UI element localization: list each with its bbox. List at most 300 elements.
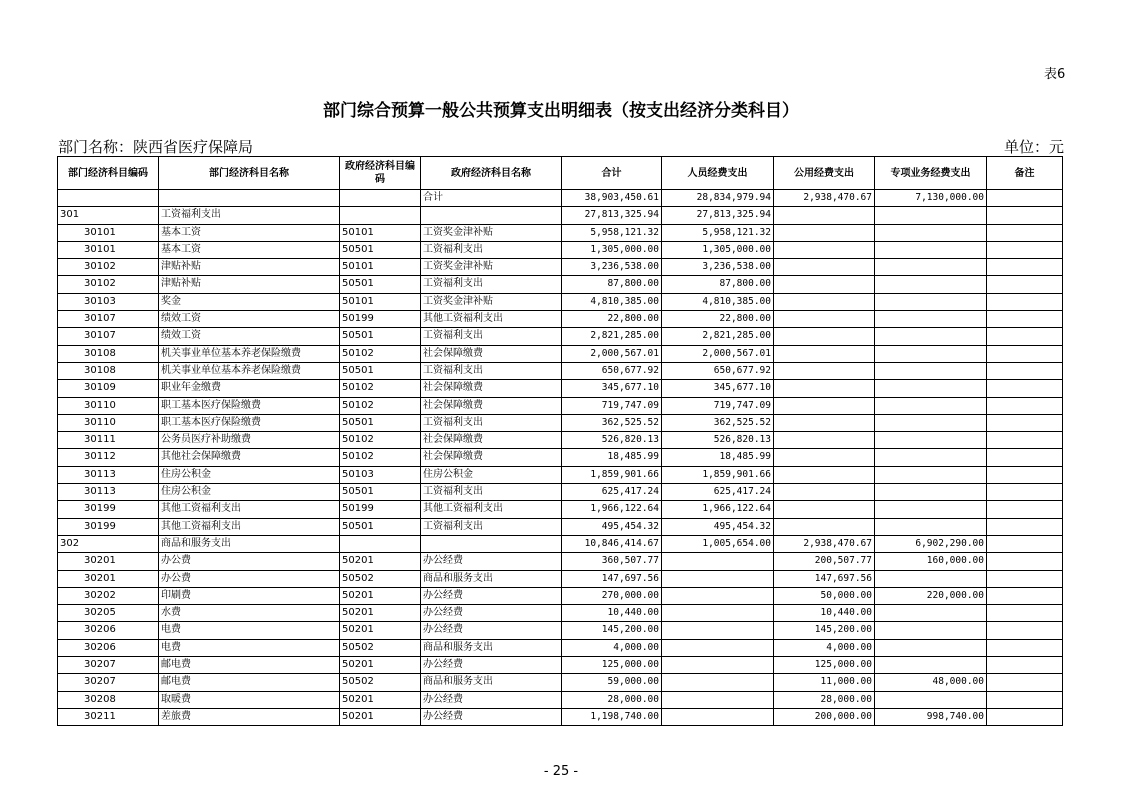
table-cell: 30107 [58,311,159,328]
table-cell [875,518,987,535]
table-cell: 3,236,538.00 [662,259,774,276]
table-cell: 商品和服务支出 [421,639,562,656]
table-cell: 邮电费 [159,674,340,691]
table-cell: 其他工资福利支出 [421,501,562,518]
table-cell [875,241,987,258]
table-cell: 3,236,538.00 [562,259,662,276]
table-row [58,518,1063,535]
table-cell [987,311,1063,328]
page-number: - 25 - [543,764,579,779]
table-cell: 362,525.52 [662,414,774,431]
table-cell: 绩效工资 [159,311,340,328]
table-cell: 30202 [58,587,159,604]
table-row [58,328,1063,345]
table-cell: 办公经费 [421,691,562,708]
table-cell [987,501,1063,518]
table-row [58,674,1063,691]
table-row [58,414,1063,431]
table-cell: 30109 [58,380,159,397]
table-cell: 50501 [340,241,421,258]
table-cell [987,708,1063,725]
table-cell [875,639,987,656]
table-cell [774,501,875,518]
table-cell: 50501 [340,276,421,293]
table-cell: 工资福利支出 [421,518,562,535]
table-cell [875,570,987,587]
table-cell: 合计 [421,190,562,207]
table-cell: 50502 [340,639,421,656]
table-cell [987,657,1063,674]
table-cell: 650,677.92 [662,362,774,379]
table-cell [987,570,1063,587]
table-cell: 18,485.99 [562,449,662,466]
table-row [58,639,1063,656]
table-cell: 526,820.13 [562,432,662,449]
table-cell: 125,000.00 [562,657,662,674]
table-cell: 办公经费 [421,605,562,622]
column-header: 政府经济科目编码 [340,157,421,190]
table-row [58,224,1063,241]
table-cell: 30108 [58,362,159,379]
table-cell [662,708,774,725]
table-cell: 6,902,290.00 [875,535,987,552]
table-cell: 50199 [340,501,421,518]
table-cell: 147,697.56 [774,570,875,587]
table-cell: 998,740.00 [875,708,987,725]
table-cell: 社会保障缴费 [421,397,562,414]
table-cell: 绩效工资 [159,328,340,345]
table-cell: 差旅费 [159,708,340,725]
table-cell: 50201 [340,691,421,708]
table-cell [875,259,987,276]
table-cell: 220,000.00 [875,587,987,604]
department-label: 部门名称：陕西省医疗保障局 [58,138,254,156]
table-cell: 1,005,654.00 [662,535,774,552]
table-cell: 50501 [340,484,421,501]
table-cell [875,397,987,414]
table-row [58,501,1063,518]
table-cell: 301 [58,207,159,224]
table-header-row [58,157,1063,190]
table-cell [774,311,875,328]
table-cell: 30207 [58,674,159,691]
table-row [58,466,1063,483]
table-cell [875,224,987,241]
table-cell: 10,846,414.67 [562,535,662,552]
budget-table [57,156,1063,726]
table-cell: 30110 [58,414,159,431]
table-cell: 商品和服务支出 [421,570,562,587]
table-cell: 625,417.24 [662,484,774,501]
table-cell: 30201 [58,553,159,570]
table-cell: 345,677.10 [662,380,774,397]
table-cell: 基本工资 [159,241,340,258]
table-cell: 职工基本医疗保险缴费 [159,397,340,414]
table-cell [774,449,875,466]
table-cell: 津贴补贴 [159,276,340,293]
table-cell: 1,305,000.00 [662,241,774,258]
table-cell: 50201 [340,605,421,622]
table-cell: 59,000.00 [562,674,662,691]
table-cell: 工资奖金津补贴 [421,224,562,241]
table-cell: 1,859,901.66 [662,466,774,483]
table-row [58,570,1063,587]
table-row [58,311,1063,328]
table-cell [875,501,987,518]
table-cell: 495,454.32 [562,518,662,535]
table-cell: 30211 [58,708,159,725]
table-cell: 22,800.00 [662,311,774,328]
table-cell [875,362,987,379]
table-cell: 50102 [340,449,421,466]
table-cell [875,345,987,362]
table-row [58,293,1063,310]
table-cell [987,414,1063,431]
table-cell: 1,966,122.64 [662,501,774,518]
table-cell [340,207,421,224]
table-cell [774,293,875,310]
table-cell [662,622,774,639]
table-cell: 7,130,000.00 [875,190,987,207]
table-cell: 其他工资福利支出 [159,518,340,535]
table-cell: 30113 [58,466,159,483]
table-cell: 30102 [58,259,159,276]
table-cell: 50501 [340,362,421,379]
table-cell [987,276,1063,293]
table-cell: 30101 [58,224,159,241]
table-cell [340,190,421,207]
table-cell: 30108 [58,345,159,362]
table-cell: 社会保障缴费 [421,345,562,362]
table-cell [987,397,1063,414]
table-cell: 工资福利支出 [159,207,340,224]
table-cell [421,535,562,552]
table-cell [340,535,421,552]
table-cell: 28,000.00 [562,691,662,708]
table-cell [875,691,987,708]
table-cell [987,345,1063,362]
table-cell: 10,440.00 [562,605,662,622]
table-row [58,362,1063,379]
table-cell: 18,485.99 [662,449,774,466]
table-cell [875,605,987,622]
table-cell: 基本工资 [159,224,340,241]
table-cell: 1,966,122.64 [562,501,662,518]
table-cell: 工资福利支出 [421,484,562,501]
table-cell: 办公经费 [421,708,562,725]
table-row [58,657,1063,674]
table-cell [987,259,1063,276]
table-cell [774,241,875,258]
table-cell [774,397,875,414]
table-cell: 电费 [159,622,340,639]
table-cell: 50502 [340,674,421,691]
table-cell: 2,000,567.01 [562,345,662,362]
table-cell [987,535,1063,552]
table-cell [774,259,875,276]
table-cell: 4,000.00 [562,639,662,656]
column-header: 合计 [562,157,662,190]
table-cell: 362,525.52 [562,414,662,431]
table-cell: 270,000.00 [562,587,662,604]
table-cell [662,674,774,691]
column-header: 专项业务经费支出 [875,157,987,190]
table-cell [421,207,562,224]
table-cell: 30103 [58,293,159,310]
table-cell: 职业年金缴费 [159,380,340,397]
table-cell: 87,800.00 [562,276,662,293]
table-cell [774,328,875,345]
table-row [58,259,1063,276]
table-cell [58,190,159,207]
table-cell: 30110 [58,397,159,414]
table-cell: 4,810,385.00 [562,293,662,310]
table-cell [875,466,987,483]
table-cell: 11,000.00 [774,674,875,691]
table-cell [987,639,1063,656]
table-cell [662,553,774,570]
column-header: 公用经费支出 [774,157,875,190]
table-cell: 87,800.00 [662,276,774,293]
table-cell: 50199 [340,311,421,328]
table-row [58,190,1063,207]
table-cell: 50101 [340,224,421,241]
table-row [58,345,1063,362]
table-cell [987,241,1063,258]
table-cell [875,311,987,328]
table-cell: 50,000.00 [774,587,875,604]
table-cell: 住房公积金 [421,466,562,483]
table-cell: 公务员医疗补助缴费 [159,432,340,449]
table-cell: 30107 [58,328,159,345]
table-cell: 2,821,285.00 [662,328,774,345]
table-cell: 625,417.24 [562,484,662,501]
table-cell [987,449,1063,466]
table-cell: 工资福利支出 [421,241,562,258]
table-cell: 1,305,000.00 [562,241,662,258]
table-cell: 30101 [58,241,159,258]
table-cell [987,553,1063,570]
table-cell [987,587,1063,604]
table-row [58,553,1063,570]
table-cell [875,622,987,639]
table-cell: 工资奖金津补贴 [421,293,562,310]
table-cell: 住房公积金 [159,466,340,483]
table-cell: 50201 [340,587,421,604]
table-cell [987,466,1063,483]
table-cell: 5,958,121.32 [662,224,774,241]
table-cell [875,293,987,310]
table-cell: 社会保障缴费 [421,380,562,397]
table-cell: 50501 [340,414,421,431]
table-cell [987,622,1063,639]
table-cell [987,674,1063,691]
table-cell: 办公费 [159,553,340,570]
table-row [58,276,1063,293]
table-cell: 奖金 [159,293,340,310]
table-cell: 719,747.09 [562,397,662,414]
table-cell [875,432,987,449]
table-cell [987,224,1063,241]
table-cell: 50102 [340,380,421,397]
table-cell: 50502 [340,570,421,587]
table-cell [875,276,987,293]
table-cell: 30199 [58,501,159,518]
table-cell [987,691,1063,708]
table-cell: 50101 [340,259,421,276]
table-cell: 145,200.00 [562,622,662,639]
table-cell: 印刷费 [159,587,340,604]
table-cell: 302 [58,535,159,552]
table-cell: 办公经费 [421,622,562,639]
table-row [58,605,1063,622]
table-cell [875,484,987,501]
table-cell [987,380,1063,397]
table-cell [774,345,875,362]
table-cell: 27,813,325.94 [662,207,774,224]
table-cell: 邮电费 [159,657,340,674]
table-cell [987,328,1063,345]
table-cell: 2,821,285.00 [562,328,662,345]
table-cell: 办公费 [159,570,340,587]
table-cell: 水费 [159,605,340,622]
table-cell: 30102 [58,276,159,293]
table-cell: 30206 [58,639,159,656]
table-cell [987,190,1063,207]
table-cell: 其他社会保障缴费 [159,449,340,466]
table-cell: 住房公积金 [159,484,340,501]
table-cell [987,484,1063,501]
table-cell: 50501 [340,518,421,535]
table-cell [159,190,340,207]
table-cell: 719,747.09 [662,397,774,414]
table-cell [774,518,875,535]
table-cell: 30205 [58,605,159,622]
table-row [58,207,1063,224]
table-cell [662,639,774,656]
table-cell: 办公经费 [421,553,562,570]
column-header: 部门经济科目名称 [159,157,340,190]
table-cell: 4,000.00 [774,639,875,656]
table-cell: 办公经费 [421,587,562,604]
column-header: 政府经济科目名称 [421,157,562,190]
table-cell [875,380,987,397]
table-row [58,691,1063,708]
table-cell: 495,454.32 [662,518,774,535]
table-row [58,449,1063,466]
table-cell [774,362,875,379]
table-cell: 125,000.00 [774,657,875,674]
table-cell: 5,958,121.32 [562,224,662,241]
table-cell: 2,938,470.67 [774,190,875,207]
table-cell: 1,859,901.66 [562,466,662,483]
table-cell: 526,820.13 [662,432,774,449]
table-cell: 工资福利支出 [421,328,562,345]
table-number: 表6 [1044,67,1066,82]
table-cell: 商品和服务支出 [421,674,562,691]
table-cell [987,362,1063,379]
table-cell [774,432,875,449]
table-row [58,587,1063,604]
table-row [58,432,1063,449]
table-cell: 145,200.00 [774,622,875,639]
table-cell [875,449,987,466]
table-cell: 30111 [58,432,159,449]
table-cell [774,414,875,431]
table-cell: 10,440.00 [774,605,875,622]
table-cell: 工资福利支出 [421,276,562,293]
table-cell: 28,000.00 [774,691,875,708]
table-cell [875,207,987,224]
table-cell: 职工基本医疗保险缴费 [159,414,340,431]
table-cell: 1,198,740.00 [562,708,662,725]
table-cell: 30208 [58,691,159,708]
table-cell: 30206 [58,622,159,639]
table-cell: 机关事业单位基本养老保险缴费 [159,345,340,362]
table-cell: 48,000.00 [875,674,987,691]
table-cell: 50102 [340,397,421,414]
table-cell: 200,507.77 [774,553,875,570]
table-cell [662,605,774,622]
table-cell: 2,938,470.67 [774,535,875,552]
table-cell: 30113 [58,484,159,501]
table-cell: 办公经费 [421,657,562,674]
table-cell [774,484,875,501]
table-cell: 工资福利支出 [421,414,562,431]
table-cell [875,657,987,674]
table-cell: 50201 [340,657,421,674]
table-cell: 22,800.00 [562,311,662,328]
table-cell [774,224,875,241]
table-cell [875,414,987,431]
table-cell: 电费 [159,639,340,656]
table-cell: 147,697.56 [562,570,662,587]
table-cell: 27,813,325.94 [562,207,662,224]
column-header: 人员经费支出 [662,157,774,190]
table-row [58,397,1063,414]
table-cell: 30207 [58,657,159,674]
table-cell: 工资福利支出 [421,362,562,379]
table-cell: 50101 [340,293,421,310]
table-cell: 50501 [340,328,421,345]
table-row [58,241,1063,258]
table-row [58,622,1063,639]
table-cell: 其他工资福利支出 [421,311,562,328]
table-cell: 工资奖金津补贴 [421,259,562,276]
table-cell: 50201 [340,553,421,570]
table-row [58,535,1063,552]
table-cell: 津贴补贴 [159,259,340,276]
table-row [58,484,1063,501]
table-cell [987,518,1063,535]
table-cell: 650,677.92 [562,362,662,379]
table-cell: 160,000.00 [875,553,987,570]
table-cell: 50102 [340,345,421,362]
table-cell: 2,000,567.01 [662,345,774,362]
table-cell [662,570,774,587]
table-cell: 50103 [340,466,421,483]
table-cell [987,605,1063,622]
column-header: 备注 [987,157,1063,190]
table-cell: 360,507.77 [562,553,662,570]
table-cell: 30201 [58,570,159,587]
column-header: 部门经济科目编码 [58,157,159,190]
table-cell: 345,677.10 [562,380,662,397]
table-cell [987,432,1063,449]
table-cell [774,466,875,483]
unit-label: 单位：元 [1003,138,1064,156]
table-cell: 取暖费 [159,691,340,708]
